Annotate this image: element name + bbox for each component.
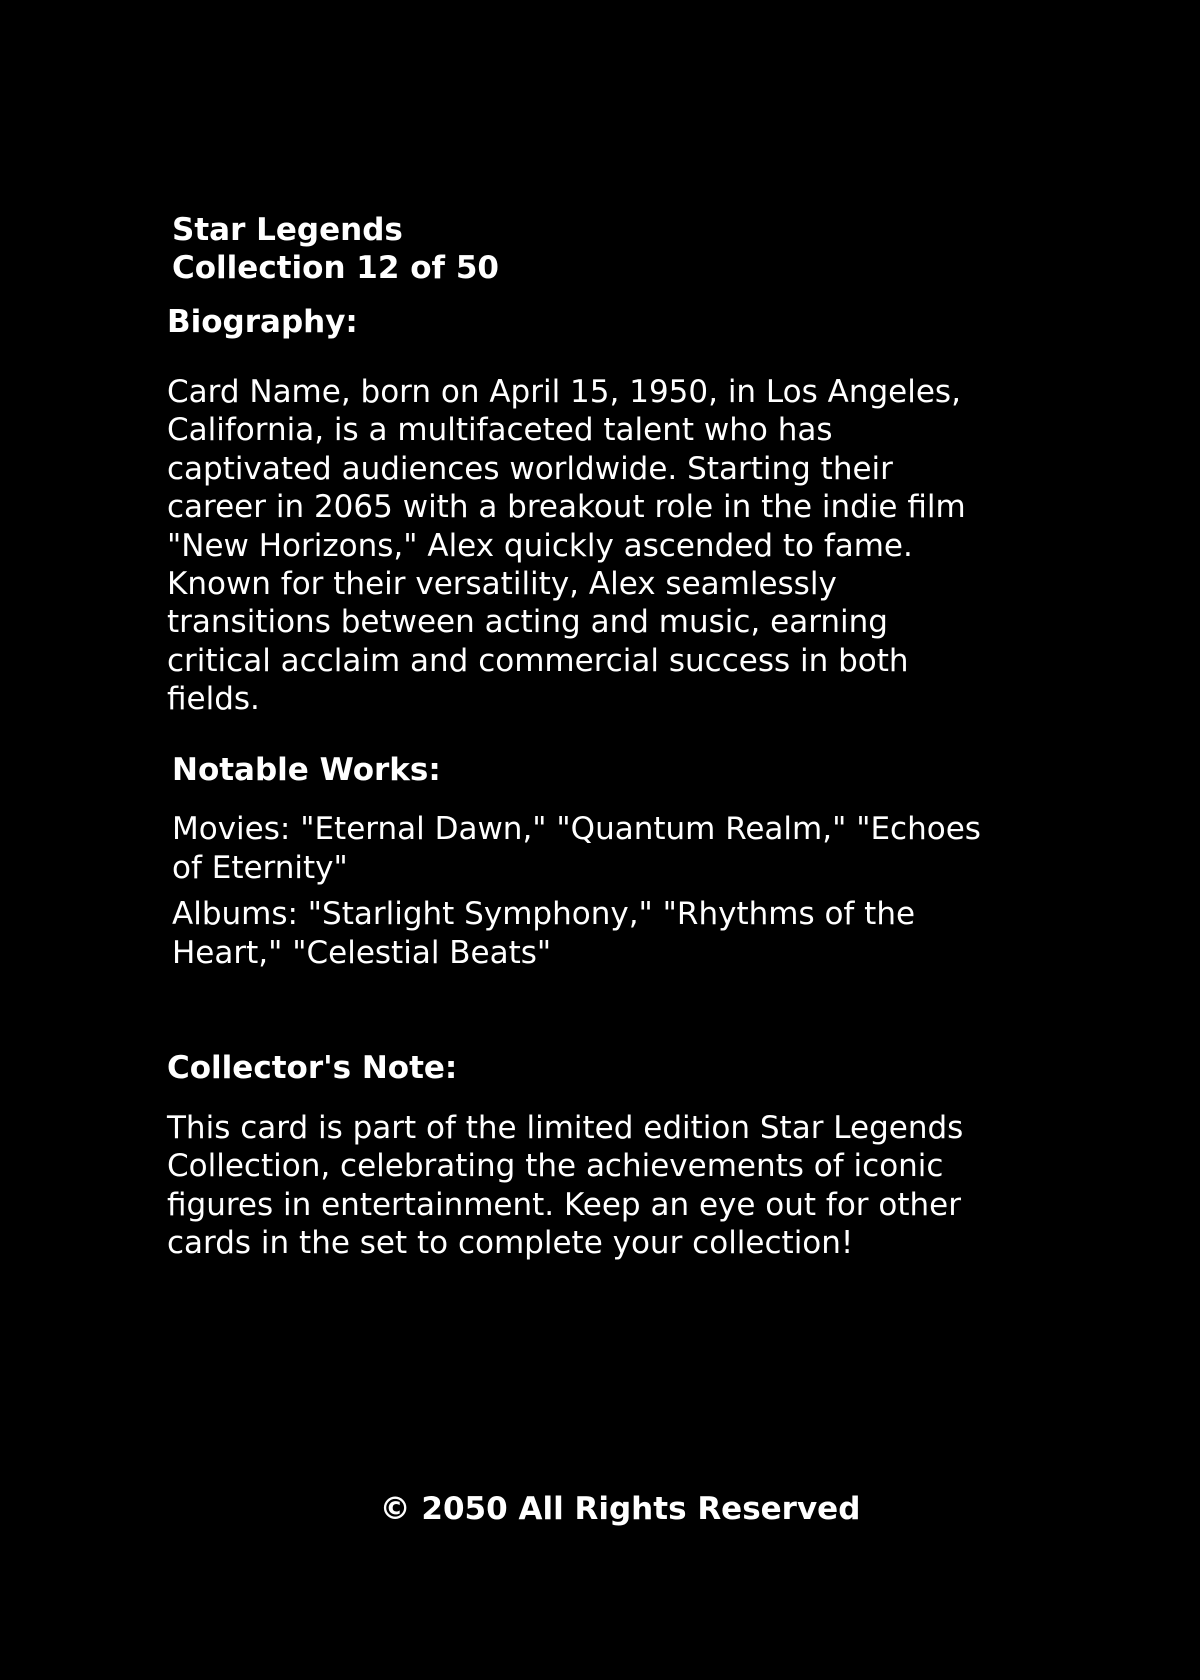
copyright-footer: © 2050 All Rights Reserved	[379, 1491, 861, 1527]
works-item-albums: Albums: "Starlight Symphony," "Rhythms of the Heart," "Celestial Beats"	[172, 896, 916, 971]
notable-works-list	[172, 810, 1002, 980]
collectors-note-text: This card is part of the limited edition Star Legends Collection, celebrating the achievements of iconic figures in entertainment. Keep an eye out for other cards in the set to complete your collection!	[167, 1110, 964, 1262]
biography-heading: Biography:	[167, 304, 358, 340]
biography-text: Card Name, born on April 15, 1950, in Los Angeles, California, is a multifaceted talent who has captivated audiences worldwide. Starting their career in 2065 with a breakout role in the indie film "New Horizons," Alex quickly ascended to fame. Known for their versatility, Alex seamlessly transitions between acting and music, earning critical acclaim and commercial success in both fields.	[167, 374, 966, 718]
series-number: Collection 12 of 50	[172, 250, 499, 286]
works-item-movies: Movies: "Eternal Dawn," "Quantum Realm," "Echoes of Eternity"	[172, 811, 981, 886]
collectors-note-heading: Collector's Note:	[167, 1050, 458, 1086]
series-title: Star Legends	[172, 212, 403, 248]
notable-works-heading: Notable Works:	[172, 752, 441, 788]
